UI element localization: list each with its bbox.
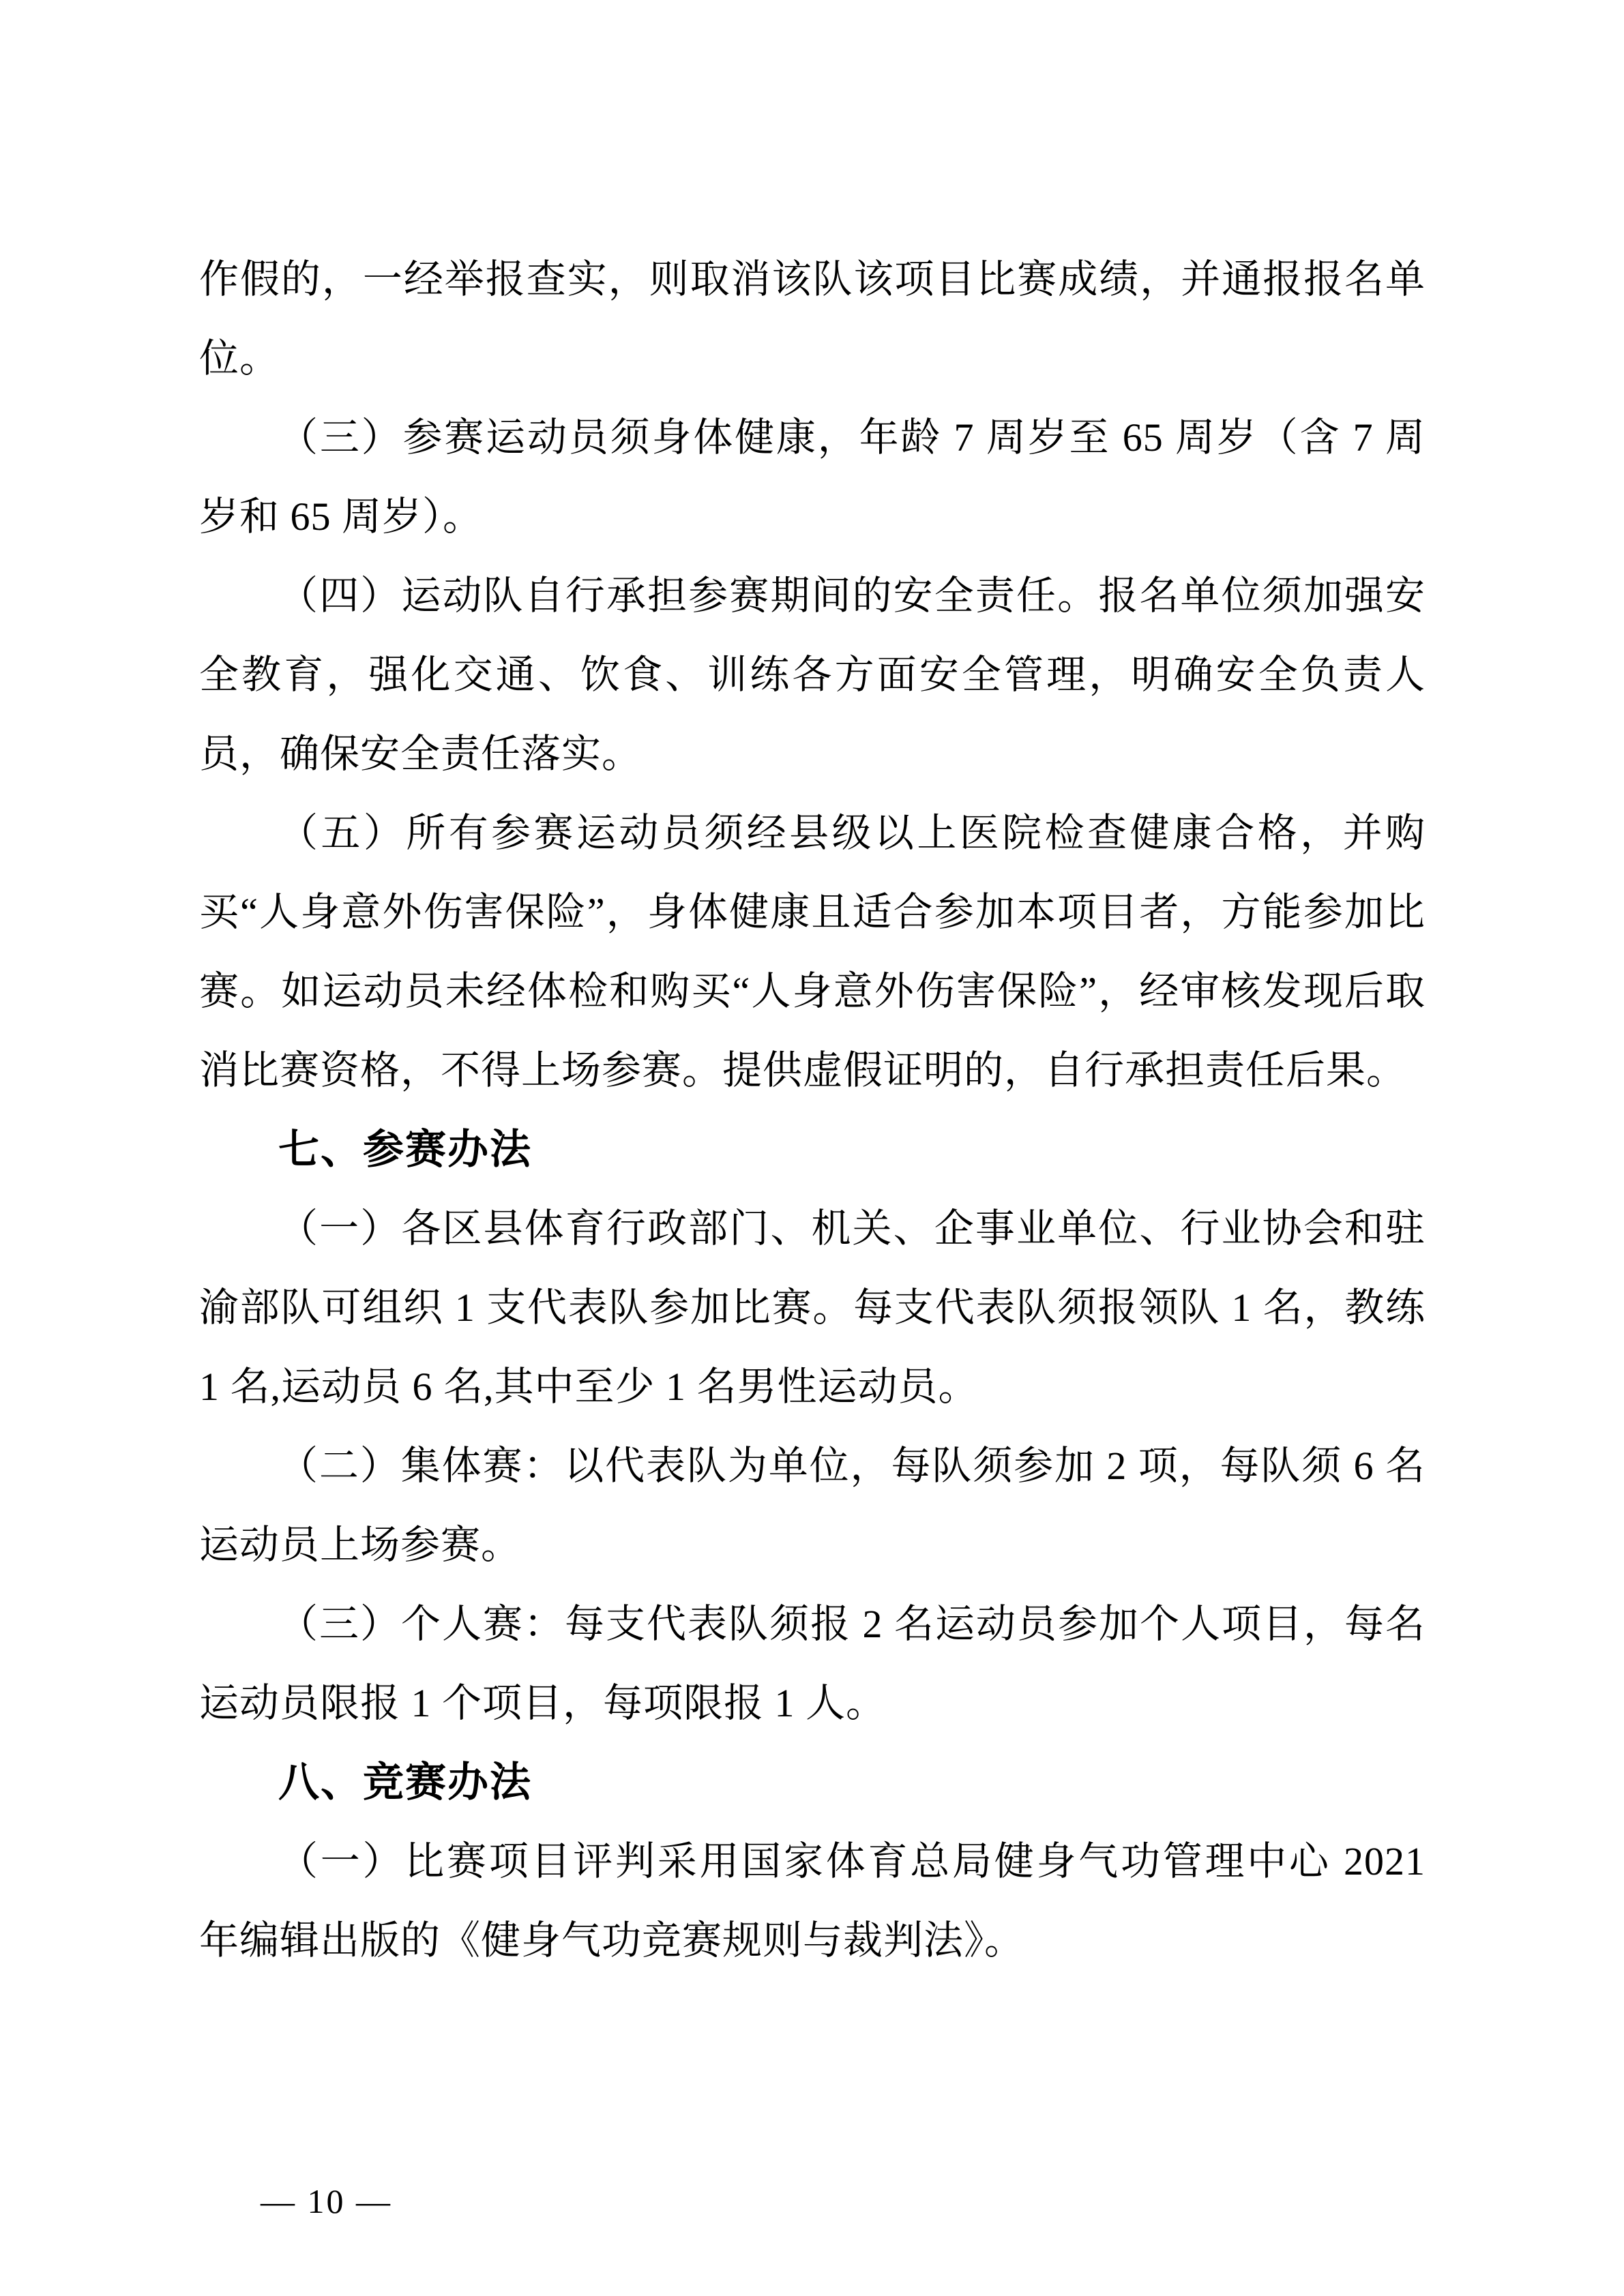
section-heading: 八、竞赛办法 [278,1759,532,1805]
paragraph: （五）所有参赛运动员须经县级以上医院检查健康合格，并购买“人身意外伤害保险”，身体健康且适合参加本项目者，方能参加比赛。如运动员未经体检和购买“人身意外伤害保险”，经审核发现后取消比赛资格，不得上场参赛。提供虚假证明的，自行承担责任后果。 [199,811,1426,1092]
paragraph: （一）各区县体育行政部门、机关、企事业单位、行业协会和驻渝部队可组织 1 支代表队参加比赛。每支代表队须报领队 1 名，教练 1 名,运动员 6 名,其中至少 1 名男性运动员。 [199,1206,1426,1409]
page-footer [218,2128,392,2275]
paragraph: （一）比赛项目评判采用国家体育总局健身气功管理中心 2021 年编辑出版的《健身气功竞赛规则与裁判法》。 [199,1839,1426,1963]
document-body [199,240,1426,1980]
paragraph: （三）参赛运动员须身体健康，年龄 7 周岁至 65 周岁（含 7 周岁和 65 周岁）。 [199,415,1426,539]
paragraph: （二）集体赛：以代表队为单位，每队须参加 2 项，每队须 6 名运动员上场参赛。 [199,1444,1426,1567]
paragraph: （四）运动队自行承担参赛期间的安全责任。报名单位须加强安全教育，强化交通、饮食、训练各方面安全管理，明确安全负责人员，确保安全责任落实。 [199,573,1426,776]
section-heading: 七、参赛办法 [278,1127,532,1172]
page-number: — 10 — [261,2182,392,2220]
paragraph: 作假的，一经举报查实，则取消该队该项目比赛成绩，并通报报名单位。 [199,257,1426,381]
paragraph: （三）个人赛：每支代表队须报 2 名运动员参加个人项目，每名运动员限报 1 个项目，每项限报 1 人。 [199,1602,1426,1725]
